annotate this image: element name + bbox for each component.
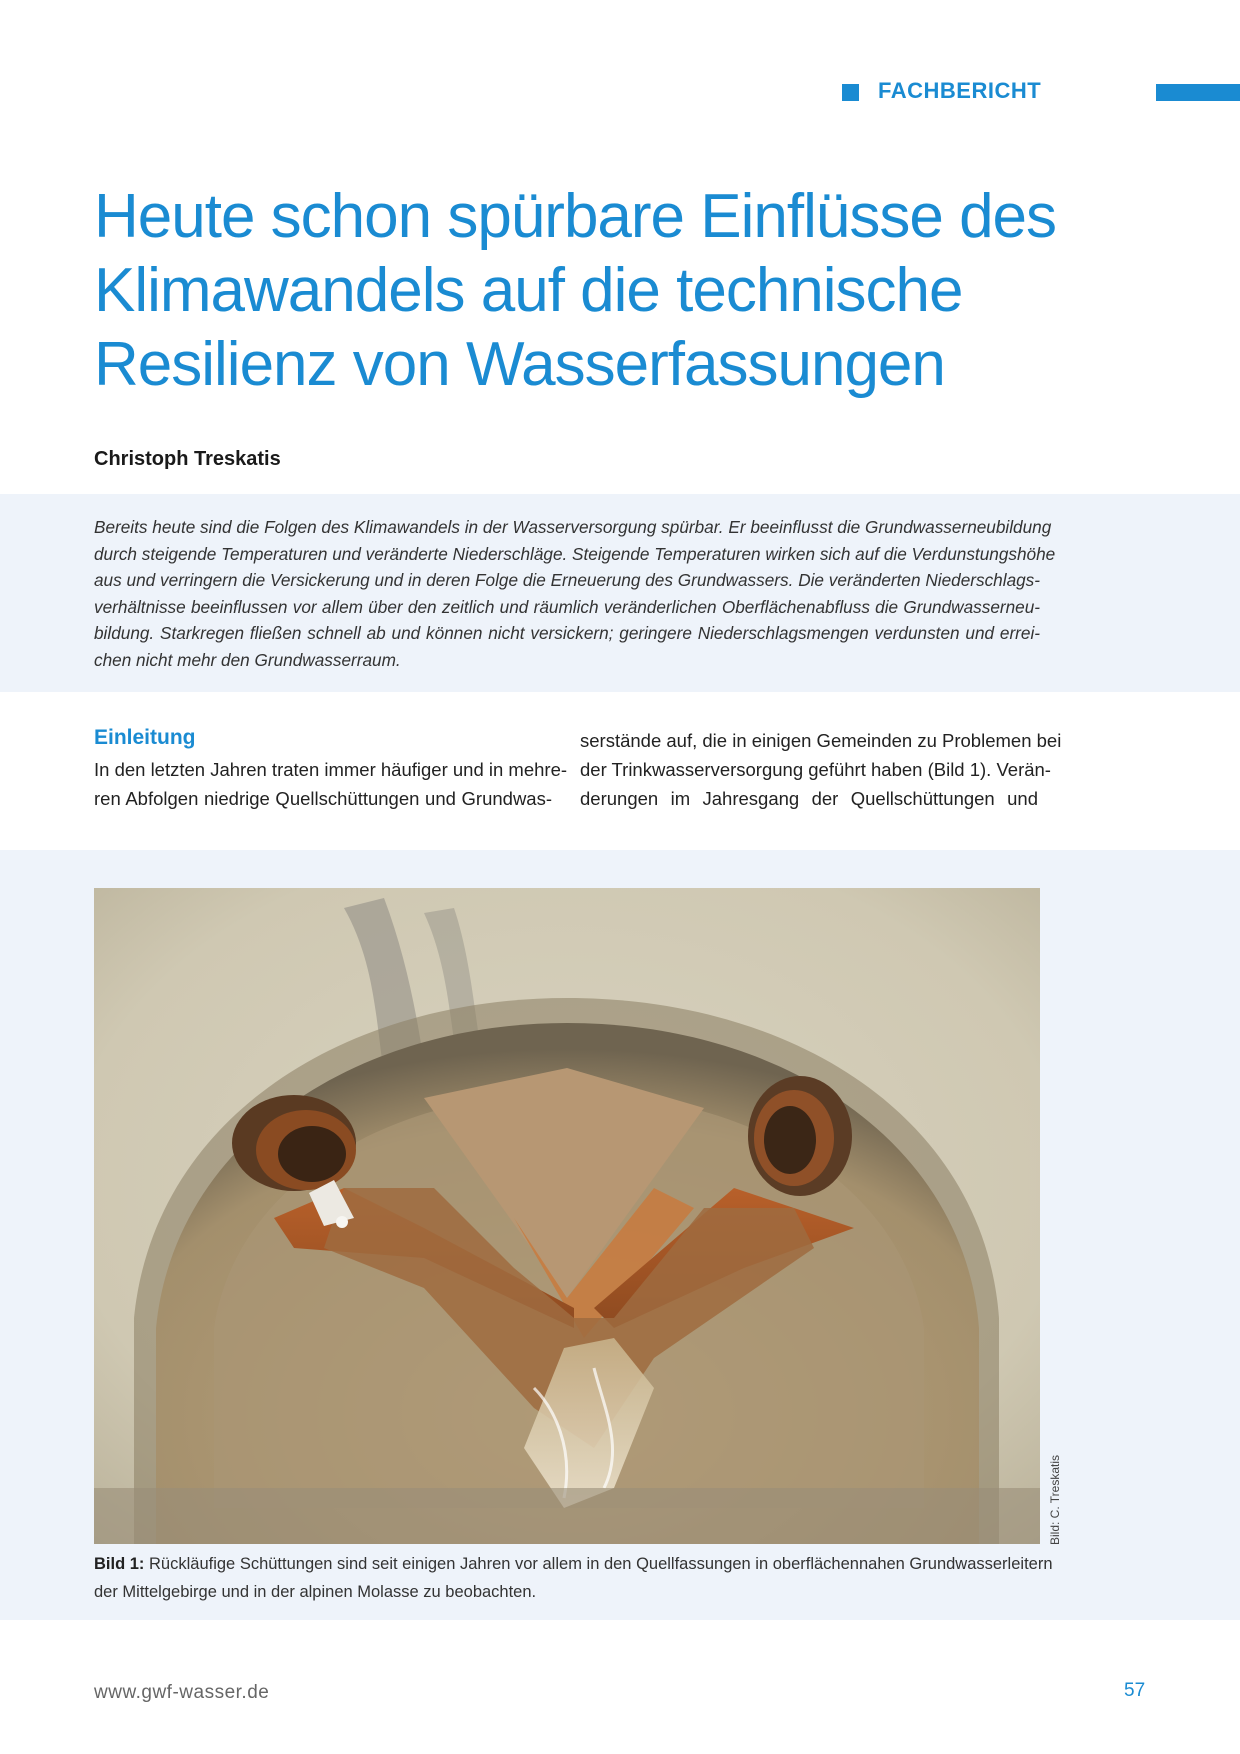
spring-catchment-photo	[94, 888, 1040, 1544]
body-column-right	[580, 726, 1062, 813]
section-heading-intro: Einleitung	[94, 726, 196, 749]
abstract-text	[94, 514, 1056, 673]
body-line: derungen im Jahresgang der Quellschüttungen und	[580, 788, 1038, 809]
body-line: ren Abfolgen niedrige Quellschüttungen und Grundwas-	[94, 788, 552, 809]
abstract-line: chen nicht mehr den Grundwasserraum.	[94, 649, 401, 670]
body-column-left	[94, 755, 568, 813]
body-line: In den letzten Jahren traten immer häufiger und in mehre-	[94, 759, 568, 780]
title-line: Resilienz von Wasserfassungen	[94, 330, 945, 399]
header-accent-bar	[1156, 84, 1240, 101]
section-label: FACHBERICHT	[878, 78, 1042, 103]
article-title	[94, 180, 1104, 402]
body-line: der Trinkwasserversorgung geführt haben (Bild 1). Verän-	[580, 759, 1051, 780]
abstract-line: aus und verringern die Versickerung und in deren Folge die Erneuerung des Grundwassers. Die veränderten Niederschlags-	[94, 570, 1040, 590]
figure-caption	[94, 1550, 1054, 1606]
caption-label: Bild 1:	[94, 1555, 145, 1573]
abstract-line: durch steigende Temperaturen und veränderte Niederschläge. Steigende Temperaturen wirken sich auf die Verdunstungshöhe	[94, 543, 1056, 564]
abstract-line: bildung. Starkregen fließen schnell ab und können nicht versickern; geringere Niederschlagsmengen verdunsten und errei-	[94, 623, 1040, 643]
body-line: serstände auf, die in einigen Gemeinden zu Problemen bei	[580, 730, 1062, 751]
abstract-line: Bereits heute sind die Folgen des Klimawandels in der Wasserversorgung spürbar. Er beeinflusst die Grundwasserneubildung	[94, 517, 1052, 537]
abstract-line: verhältnisse beeinflussen vor allem über den zeitlich und räumlich veränderlichen Oberflächenabfluss die Grundwasserneu-	[94, 596, 1040, 617]
footer-url: www.gwf-wasser.de	[94, 1682, 270, 1703]
page-number: 57	[1124, 1680, 1146, 1701]
author-name: Christoph Treskatis	[94, 448, 281, 470]
photo-credit: Bild: C. Treskatis	[1048, 1454, 1062, 1545]
title-line: Heute schon spürbare Einflüsse des	[94, 182, 1057, 251]
caption-line	[94, 1550, 1054, 1578]
title-line: Klimawandels auf die technische	[94, 256, 963, 325]
caption-line: der Mittelgebirge und in der alpinen Molasse zu beobachten.	[94, 1583, 537, 1601]
section-marker	[842, 84, 859, 101]
caption-text: Rückläufige Schüttungen sind seit einigen Jahren vor allem in den Quellfassungen in oberflächennahen Grundwasserleitern	[149, 1555, 1053, 1573]
